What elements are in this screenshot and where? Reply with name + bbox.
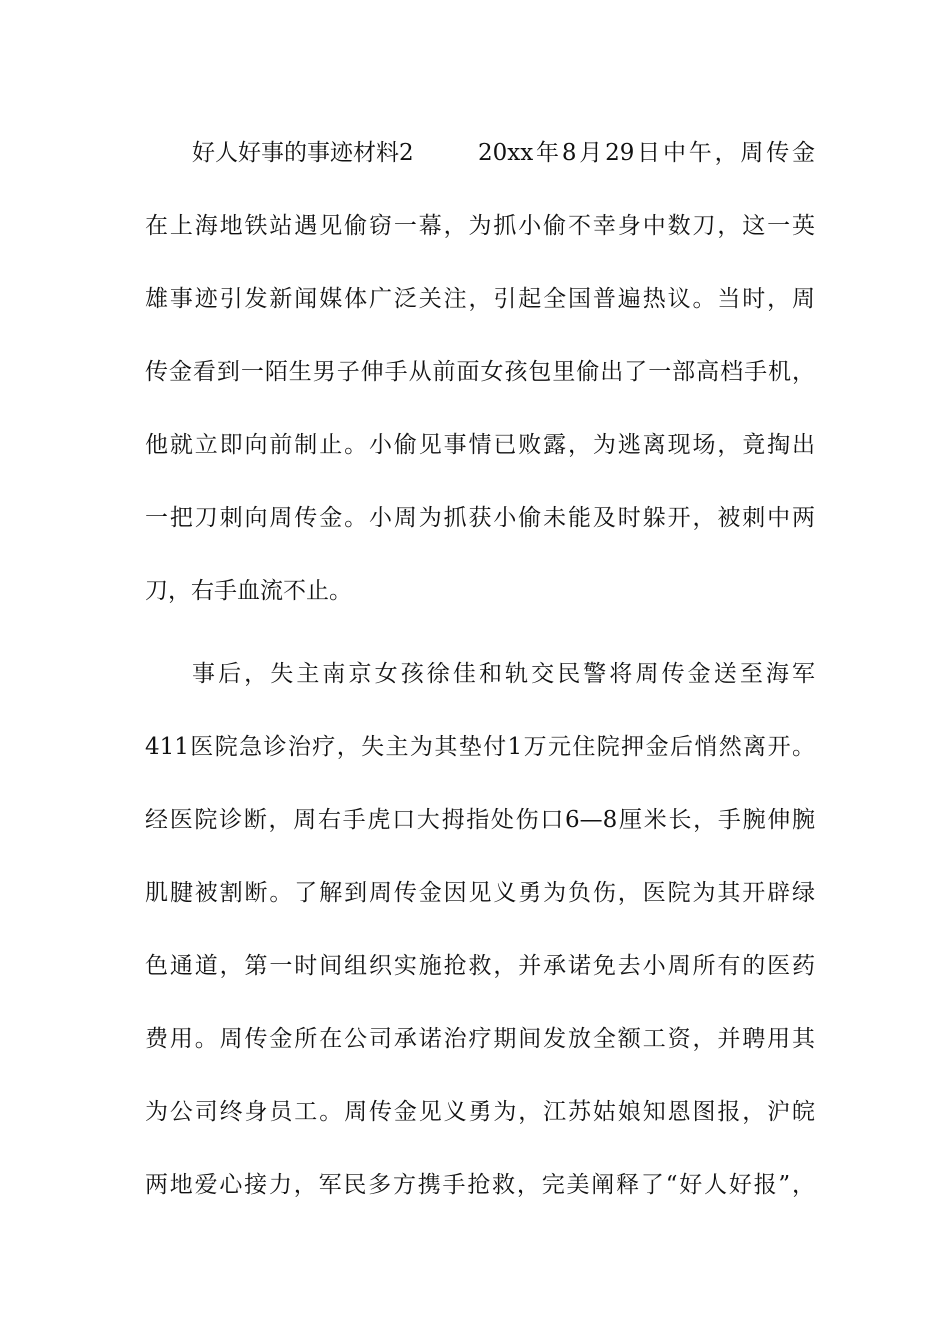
- paragraph-2-line: 411医院急诊治疗，失主为其垫付1万元住院押金后悄然离开。: [145, 734, 815, 760]
- paragraph-2-line: 费用。周传金所在公司承诺治疗期间发放全额工资，并聘用其: [145, 1026, 815, 1052]
- paragraph-2-first-line: 事后，失主南京女孩徐佳和轨交民警将周传金送至海军: [192, 661, 815, 687]
- paragraph-2-line: 经医院诊断，周右手虎口大拇指处伤口6—8厘米长，手腕伸腕: [145, 807, 815, 833]
- paragraph-1-line-last: 刀，右手血流不止。: [145, 578, 352, 604]
- paragraph-2-line: 色通道，第一时间组织实施抢救，并承诺免去小周所有的医药: [145, 953, 815, 979]
- paragraph-1-line: 传金看到一陌生男子伸手从前面女孩包里偷出了一部高档手机，: [145, 359, 815, 385]
- paragraph-1-line: 一把刀刺向周传金。小周为抓获小偷未能及时躲开，被刺中两: [145, 505, 815, 531]
- document-title: 好人好事的事迹材料2: [192, 140, 414, 166]
- paragraph-1-lead: 20xx年8月29日中午，周传金: [478, 140, 815, 166]
- paragraph-1-line: 他就立即向前制止。小偷见事情已败露，为逃离现场，竟掏出: [145, 432, 815, 458]
- paragraph-2-line: 为公司终身员工。周传金见义勇为，江苏姑娘知恩图报，沪皖: [145, 1099, 815, 1125]
- paragraph-1-line: 雄事迹引发新闻媒体广泛关注，引起全国普遍热议。当时，周: [145, 286, 815, 312]
- paragraph-2-line: 肌腱被割断。了解到周传金因见义勇为负伤，医院为其开辟绿: [145, 880, 815, 906]
- paragraph-2-line: 两地爱心接力，军民多方携手抢救，完美阐释了“好人好报”，: [145, 1172, 815, 1198]
- paragraph-1-line: 在上海地铁站遇见偷窃一幕，为抓小偷不幸身中数刀，这一英: [145, 213, 815, 239]
